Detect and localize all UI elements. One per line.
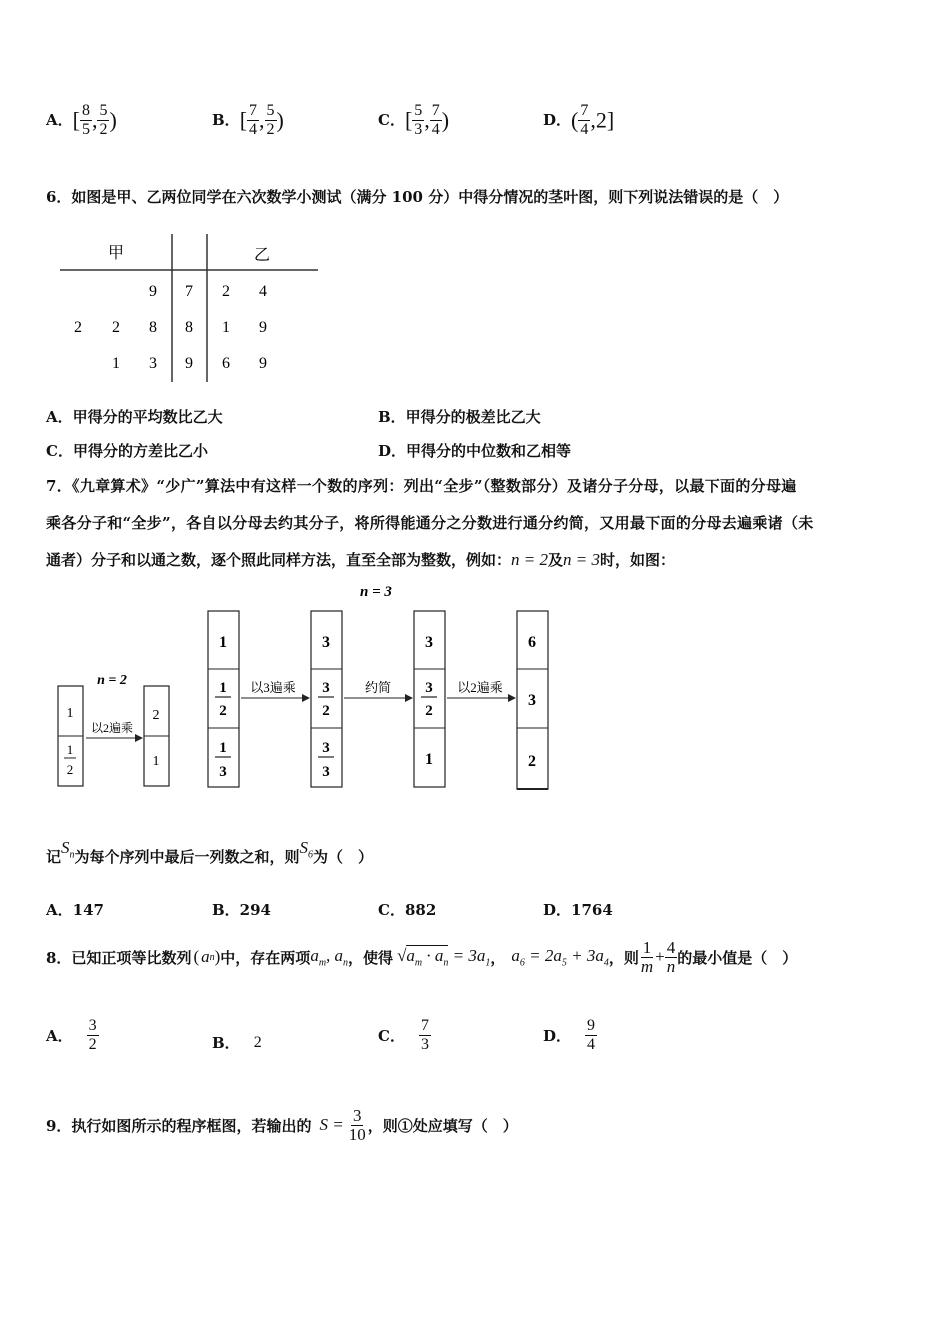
n2-col1-cell-den: 2	[66, 762, 74, 777]
svg-text:3: 3	[322, 764, 330, 780]
n2-col1-cell: 1	[66, 706, 74, 721]
n3-col1-cell: 1	[219, 634, 227, 651]
n3-step3-label: 以2遍乘	[457, 680, 503, 695]
leaf-right: 9	[259, 319, 267, 336]
svg-text:1: 1	[219, 680, 227, 696]
leaf-left: 1	[112, 355, 120, 372]
leaf-right: 6	[222, 355, 230, 372]
n3-col3-cell: 3	[425, 634, 433, 651]
q6-option-d: D．甲得分的中位数和乙相等	[378, 442, 572, 460]
equation-1: $√a_m \cdot a_n = 3a_1$	[397, 945, 491, 969]
stem-leaf-plot	[56, 232, 326, 384]
q8-option-c: C． $\frac{7}{3}$	[378, 1017, 429, 1053]
q7-option-c: C．882	[378, 901, 437, 919]
svg-text:3: 3	[219, 764, 227, 780]
q9-stem: 9．执行如图所示的程序框图，若输出的 S = $\frac{3}{10}$ ，则①处应填写（ ）	[46, 1105, 518, 1144]
n2-step-label: 以2遍乘	[90, 721, 134, 735]
stem: 9	[185, 355, 193, 372]
svg-text:1: 1	[219, 740, 227, 756]
q7-cond2: n = 3	[563, 550, 600, 569]
plot-header-left: 甲	[107, 245, 125, 262]
n3-step1-label: 以3遍乘	[250, 680, 296, 695]
q7-cond1: n = 2	[511, 550, 548, 569]
stem: 8	[185, 319, 193, 336]
seq-a: a	[201, 947, 210, 966]
q8-option-b: B． 2	[212, 1033, 262, 1052]
q6-option-c: C．甲得分的方差比乙小	[46, 442, 208, 460]
leaf-left: 9	[149, 283, 157, 300]
leaf-right: 2	[222, 283, 230, 300]
terms-am-an: $a_m$, $a_n$	[310, 945, 349, 969]
n3-step2-label: 约简	[364, 680, 392, 695]
svg-text:3: 3	[425, 680, 433, 696]
svg-text:3: 3	[322, 740, 330, 756]
svg-text:2: 2	[425, 703, 433, 719]
frac-1-over-m: $\frac{1}{m}$	[640, 937, 654, 976]
q5-option-b: B．[ $\frac{7}{4}$ , $\frac{5}{2}$ )	[212, 102, 284, 138]
n2-col1-cell-num: 1	[66, 742, 74, 757]
leaf-right: 4	[259, 283, 267, 300]
s6-symbol: S	[299, 838, 309, 857]
q7-option-b: B．294	[212, 901, 271, 919]
q6-stem: 6．如图是甲、乙两位同学在六次数学小测试（满分 100 分）中得分情况的茎叶图，则下列说法错误的是（ ）	[46, 188, 789, 206]
frac-4-over-n: $\frac{4}{n}$	[666, 937, 676, 976]
frac-3-over-10: $\frac{3}{10}$	[348, 1105, 366, 1144]
leaf-left: 3	[149, 355, 157, 372]
q8-option-a: A． $\frac{3}{2}$	[46, 1017, 97, 1053]
n3-col4-cell: 3	[528, 692, 536, 709]
q7-line2: 乘各分子和“全步”，各自以分母去约其分子，将所得能通分之分数进行通分约简，又用最下面的分母去遍乘诸（未	[46, 514, 814, 532]
fig-title-n2: n = 2	[97, 673, 127, 688]
q7-ask: 记$S_n$为每个序列中最后一列数之和，则$S_6$为（ ）	[46, 838, 374, 866]
leaf-left: 8	[149, 319, 157, 336]
n3-col2-cell: 3	[322, 634, 330, 651]
q7-option-d: D．1764	[543, 901, 613, 919]
stem: 7	[185, 283, 193, 300]
leaf-left: 2	[112, 319, 120, 336]
n2-col2-cell: 2	[152, 708, 160, 723]
leaf-right: 1	[222, 319, 230, 336]
q5-option-c: C．[ $\frac{5}{3}$ , $\frac{7}{4}$ )	[378, 102, 450, 138]
svg-text:2: 2	[322, 703, 330, 719]
q6-option-b: B．甲得分的极差比乙大	[378, 408, 541, 426]
q5-option-a: A．[ $\frac{8}{5}$ , $\frac{5}{2}$ )	[46, 102, 117, 138]
q6-option-a: A．甲得分的平均数比乙大	[46, 408, 223, 426]
n3-col4-cell: 6	[528, 634, 536, 651]
leaf-left: 2	[74, 319, 82, 336]
svg-text:2: 2	[219, 703, 227, 719]
svg-text:3: 3	[322, 680, 330, 696]
sn-symbol: S	[61, 838, 70, 857]
fig-title-n3: n = 3	[360, 584, 392, 600]
q7-option-a: A．147	[46, 901, 104, 919]
q7-line1: 7．《九章算术》“少广”算法中有这样一个数的序列：列出“全步”（整数部分）及诸分子分母，以最下面的分母遍	[46, 477, 797, 495]
s-symbol: S =	[319, 1115, 344, 1134]
q8-option-d: D． $\frac{9}{4}$	[543, 1017, 596, 1053]
shaoguang-algorithm-figure	[50, 578, 570, 798]
q7-line3: 通者）分子和以通之数，逐个照此同样方法，直至全部为整数，例如：n = 2及n = 3时，如图：	[46, 550, 676, 569]
n2-col2-cell: 1	[152, 754, 160, 769]
n3-col3-cell: 1	[425, 751, 433, 768]
leaf-right: 9	[259, 355, 267, 372]
q5-option-d: D．( $\frac{7}{4}$ ,2]	[543, 102, 615, 138]
n3-col4-cell: 2	[528, 753, 536, 770]
q8-stem: 8．已知正项等比数列 ( a n ) 中，存在两项 $a_m$, $a_n$ ，使得 $√a_m \cdot a_n = 3a_1$ ， $a_6 = 2a_5 + 3a_4$ ，则 $\frac{1}{m}$ + $\frac{4}{n}$ 的最小值是（ ）	[46, 937, 798, 976]
equation-2: $a_6 = 2a_5 + 3a_4$	[511, 945, 609, 969]
plot-header-right: 乙	[253, 247, 271, 264]
